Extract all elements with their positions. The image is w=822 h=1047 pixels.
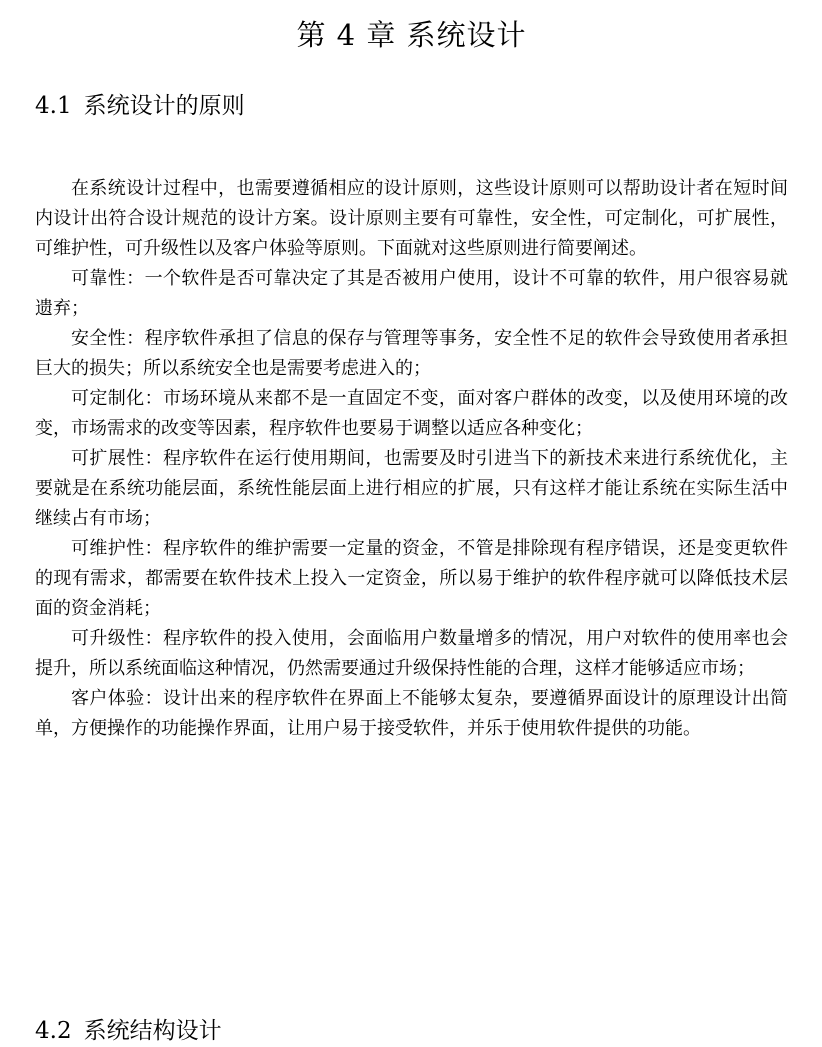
paragraph-user-experience: 客户体验：设计出来的程序软件在界面上不能够太复杂，要遵循界面设计的原理设计出简单，方便操作的功能操作界面，让用户易于接受软件，并乐于使用软件提供的功能。 (35, 688, 788, 739)
paragraph-maintainability: 可维护性：程序软件的维护需要一定量的资金，不管是排除现有程序错误，还是变更软件的现有需求，都需要在软件技术上投入一定资金，所以易于维护的软件程序就可以降低技术层面的资金消耗； (35, 538, 788, 619)
section-number: 4.2 (35, 1018, 72, 1044)
section-title: 系统设计的原则 (83, 93, 245, 119)
section-heading-4-2 (35, 1015, 222, 1047)
chapter-title: 第 4 章 系统设计 (296, 18, 527, 52)
section-number: 4.1 (35, 93, 72, 119)
paragraph-upgradability: 可升级性：程序软件的投入使用，会面临用户数量增多的情况，用户对软件的使用率也会提升，所以系统面临这种情况，仍然需要通过升级保持性能的合理，这样才能够适应市场； (35, 628, 788, 679)
paragraph-reliability: 可靠性：一个软件是否可靠决定了其是否被用户使用，设计不可靠的软件，用户很容易就遗弃； (35, 268, 788, 319)
paragraph-extensibility: 可扩展性：程序软件在运行使用期间，也需要及时引进当下的新技术来进行系统优化，主要就是在系统功能层面，系统性能层面上进行相应的扩展，只有这样才能让系统在实际生活中继续占有市场； (35, 448, 788, 529)
paragraph-customizability: 可定制化：市场环境从来都不是一直固定不变，面对客户群体的改变，以及使用环境的改变，市场需求的改变等因素，程序软件也要易于调整以适应各种变化； (35, 388, 788, 439)
paragraph-intro: 在系统设计过程中，也需要遵循相应的设计原则，这些设计原则可以帮助设计者在短时间内设计出符合设计规范的设计方案。设计原则主要有可靠性，安全性，可定制化，可扩展性，可维护性，可升级性以及客户体验等原则。下面就对这些原则进行简要阐述。 (35, 178, 788, 259)
section-body (35, 174, 788, 744)
section-heading-4-1 (35, 90, 788, 122)
section-title: 系统结构设计 (83, 1018, 222, 1044)
paragraph-security: 安全性：程序软件承担了信息的保存与管理等事务，安全性不足的软件会导致使用者承担巨大的损失；所以系统安全也是需要考虑进入的； (35, 328, 788, 379)
